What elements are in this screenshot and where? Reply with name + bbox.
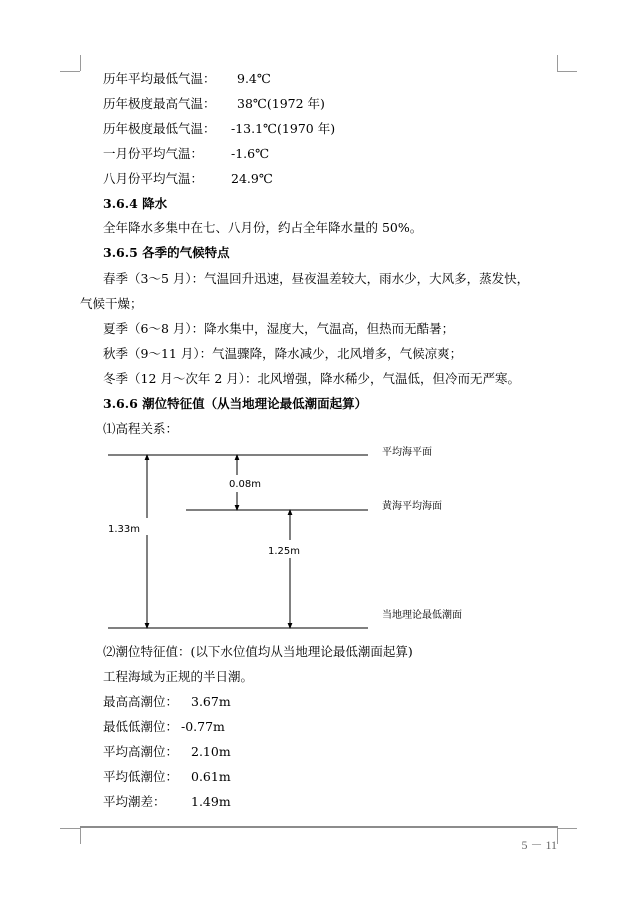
- climate-value: -1.6℃: [231, 146, 270, 161]
- paragraph-spring: 春季（3～5 月）：气温回升迅速，昼夜温差较大，雨水少，大风多，蒸发快，: [103, 271, 530, 286]
- climate-value: 24.9℃: [231, 171, 273, 186]
- tide-label: 平均潮差：: [103, 794, 166, 809]
- climate-label: 一月份平均气温：: [103, 146, 204, 161]
- paragraph-winter: 冬季（12 月～次年 2 月）：北风增强，降水稀少，气温低，但冷而无严寒。: [103, 371, 521, 386]
- section-heading: 3.6.6 潮位特征值（从当地理论最低潮面起算）: [103, 396, 368, 411]
- tide-label: 平均低潮位：: [103, 769, 179, 784]
- page-number: 5 － 11: [521, 838, 557, 852]
- dim-1.25: 1.25m: [268, 546, 301, 557]
- paragraph-autumn: 秋季（9～11 月）：气温骤降，降水减少，北风增多，气候凉爽；: [103, 346, 463, 361]
- climate-line: [103, 171, 273, 187]
- paragraph-spring-cont: 气候干燥；: [80, 296, 143, 311]
- dim-1.33: 1.33m: [108, 524, 141, 535]
- climate-line: [103, 96, 325, 112]
- climate-line: [103, 121, 335, 137]
- climate-line: [103, 146, 269, 162]
- tide-label: 平均高潮位：: [103, 744, 179, 759]
- paragraph: 全年降水多集中在七、八月份，约占全年降水量的 50%。: [103, 220, 423, 235]
- tide-line: [103, 744, 231, 760]
- crop-mark: [557, 828, 577, 829]
- subsection-title: ⑴高程关系：: [103, 421, 179, 436]
- crop-mark: [557, 828, 558, 844]
- footer-rule: [80, 826, 558, 828]
- dim-0.08: 0.08m: [229, 479, 262, 490]
- crop-mark: [60, 71, 80, 72]
- section-heading: 3.6.4 降水: [103, 196, 168, 211]
- tide-label: 最低低潮位：: [103, 719, 179, 734]
- elevation-diagram: [0, 440, 635, 640]
- tide-label: 最高高潮位：: [103, 694, 179, 709]
- tide-value: 2.10m: [191, 744, 231, 759]
- paragraph-tide-type: 工程海域为正规的半日潮。: [103, 669, 254, 684]
- chart-datum-label: 当地理论最低潮面: [382, 610, 462, 621]
- climate-value: 9.4℃: [237, 71, 271, 86]
- climate-line: [103, 71, 271, 87]
- tide-value: 3.67m: [191, 694, 231, 709]
- climate-value: 38℃(1972 年): [237, 96, 325, 111]
- climate-label: 历年平均最低气温：: [103, 71, 216, 86]
- climate-label: 历年极度最高气温：: [103, 96, 216, 111]
- crop-mark: [557, 71, 577, 72]
- tide-value: 0.61m: [191, 769, 231, 784]
- tide-value: 1.49m: [191, 794, 231, 809]
- paragraph-summer: 夏季（6～8 月）：降水集中，湿度大，气温高，但热而无酷暑；: [103, 321, 455, 336]
- tide-line: [103, 769, 231, 785]
- yellow-sea-datum-label: 黄海平均海面: [382, 501, 442, 512]
- mean-sea-level-label: 平均海平面: [382, 447, 432, 458]
- crop-mark: [557, 55, 558, 71]
- tide-value: -0.77m: [181, 719, 225, 734]
- crop-mark: [80, 828, 81, 844]
- climate-label: 历年极度最低气温：: [103, 121, 216, 136]
- crop-mark: [80, 55, 81, 71]
- section-heading: 3.6.5 各季的气候特点: [103, 245, 230, 260]
- tide-line: [103, 794, 231, 810]
- climate-value: -13.1℃(1970 年): [231, 121, 336, 136]
- subsection-title: ⑵潮位特征值：(以下水位值均从当地理论最低潮面起算): [103, 644, 413, 659]
- tide-line: [103, 694, 231, 710]
- climate-label: 八月份平均气温：: [103, 171, 204, 186]
- tide-line: [103, 719, 225, 735]
- crop-mark: [60, 828, 80, 829]
